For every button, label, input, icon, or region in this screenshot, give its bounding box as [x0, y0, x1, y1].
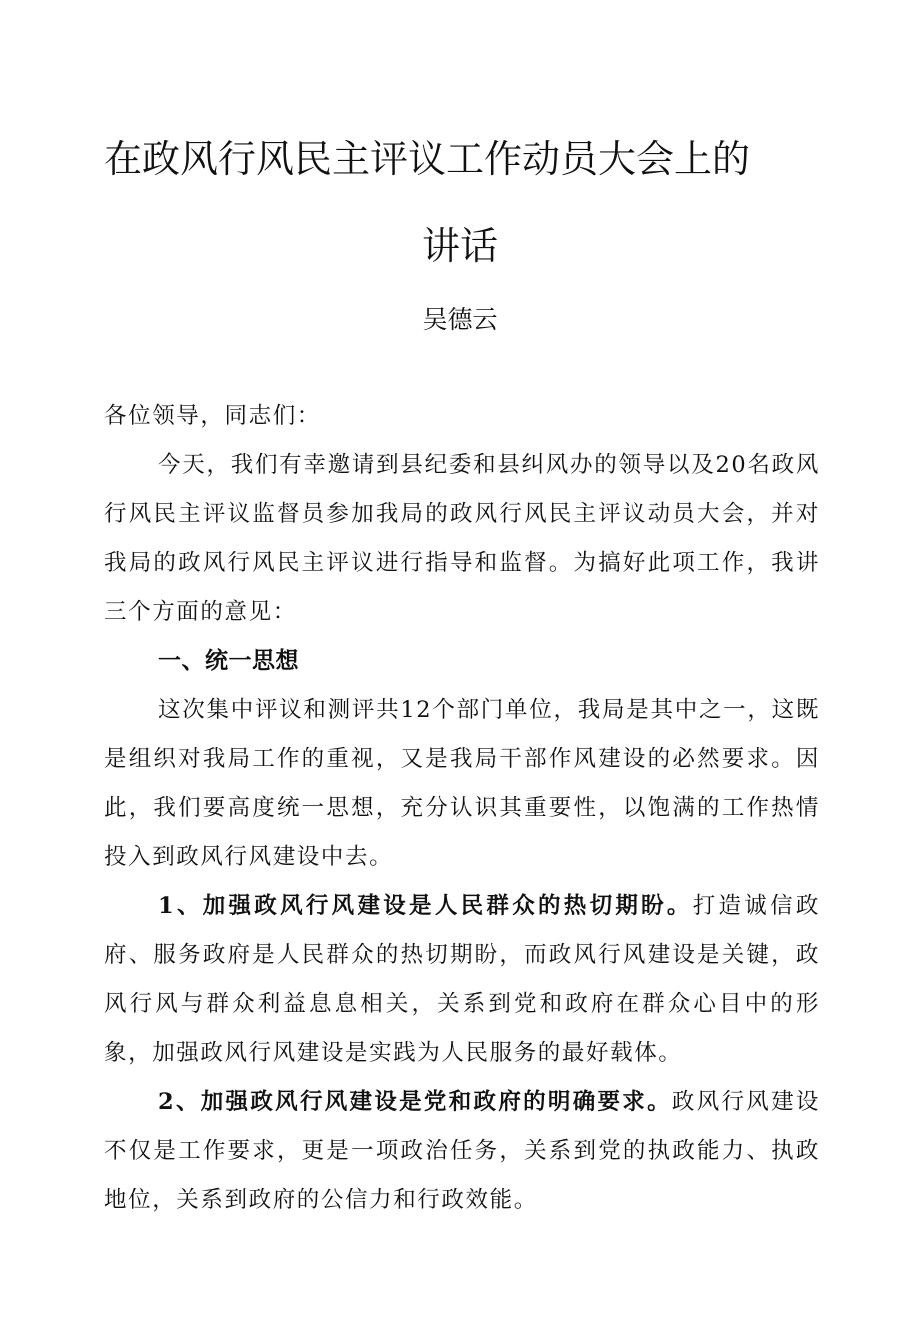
section-1-paragraph: 这次集中评议和测评共12个部门单位，我局是其中之一，这既是组织对我局工作的重视，又是我局干部作风建设的必然要求。因此，我们要高度统一思想，充分认识其重要性，以饱满的工作热情投入到政风行风建设中去。 [104, 697, 820, 870]
salutation: 各位领导，同志们： [104, 403, 321, 429]
document-title-line-2: 讲话 [421, 224, 498, 268]
point-2-paragraph [104, 1078, 820, 1225]
point-2-lead: 2、加强政风行风建设是党和政府的明确要求。 [158, 1089, 672, 1115]
document-body [104, 392, 820, 1225]
intro-paragraph: 今天，我们有幸邀请到县纪委和县纠风办的领导以及20名政风行风民主评议监督员参加我局的政风行风民主评议动员大会，并对我局的政风行风民主评议进行指导和监督。为搞好此项工作，我讲三个方面的意见： [104, 452, 820, 625]
point-2-text: 政风行风建设不仅是工作要求，更是一项政治任务，关系到党的执政能力、执政地位，关系到政府的公信力和行政效能。 [104, 1089, 820, 1213]
point-1-lead: 1、加强政风行风建设是人民群众的热切期盼。 [158, 893, 693, 919]
point-1-text: 打造诚信政府、服务政府是人民群众的热切期盼，而政风行风建设是关键，政风行风与群众利益息息相关，关系到党和政府在群众心目中的形象，加强政风行风建设是实践为人民服务的最好载体。 [104, 893, 820, 1066]
document-author: 吴德云 [422, 305, 498, 334]
point-1-paragraph [104, 882, 820, 1078]
document-title-line-1: 在政风行风民主评议工作动员大会上的 [104, 137, 751, 181]
section-1-heading: 一、统一思想 [158, 648, 299, 674]
